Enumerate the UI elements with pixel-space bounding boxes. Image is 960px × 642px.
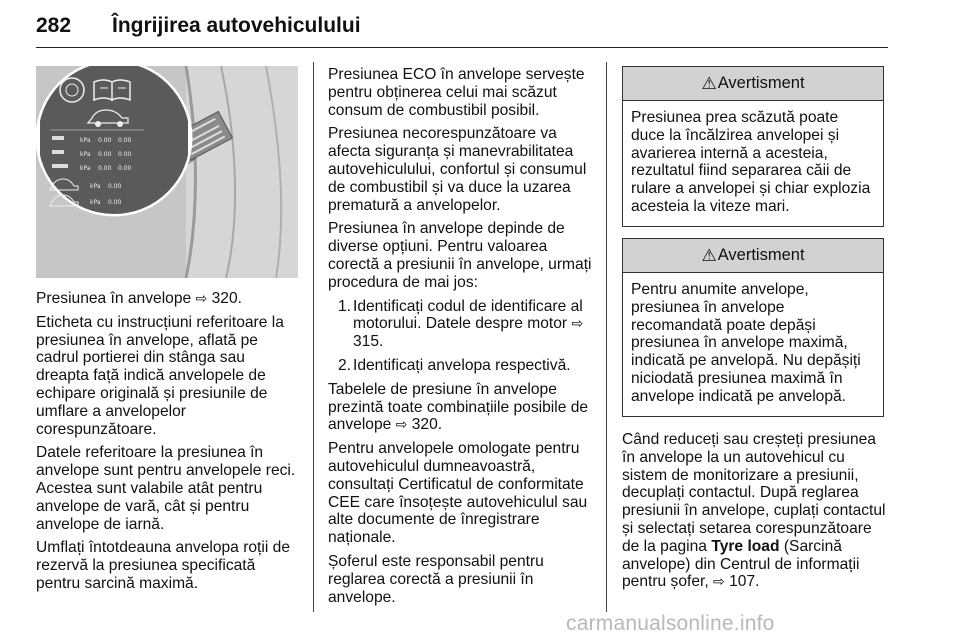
paragraph: Umflați întotdeauna anvelopa roții de rezervă la presiunea specificată pentru sarcină maximă. <box>36 539 290 592</box>
svg-text:kPa: kPa <box>90 199 101 206</box>
reference-arrow-icon: ⇨ <box>571 315 584 332</box>
procedure-list <box>328 298 592 375</box>
paragraph-text: (Sarcină anvelope) din Centrul de informații pentru șofer, <box>622 537 860 591</box>
paragraph: Datele referitoare la presiunea în anvelope sunt pentru anvelopele reci. Acestea sunt valabile atât pentru anvelope de vară, cât și pentru anvelope de iarnă. <box>36 444 296 533</box>
paragraph: Eticheta cu instrucțiuni referitoare la presiunea în anvelope, aflată pe cadrul portierei din stânga sau dreapta față indică anvelopele de echipare originală și presiunile de umflare a anvelopelor corespunzătoare. <box>36 313 284 438</box>
warning-title: Avertisment <box>717 246 805 264</box>
svg-text:0.00: 0.00 <box>108 183 122 190</box>
tyre-pressure-label-figure <box>36 66 298 278</box>
svg-text:kPa: kPa <box>80 137 91 144</box>
step-text <box>353 298 592 351</box>
reference-arrow-icon: ⇨ <box>713 573 725 590</box>
warning-triangle-icon: ⚠ <box>701 245 717 265</box>
figure-caption <box>36 290 302 308</box>
paragraph: Presiunea ECO în anvelope servește pentru obținerea celui mai scăzut consum de combustibil posibil. <box>328 66 585 119</box>
step-label: Identificați codul de identificare al motorului. Datele despre motor <box>353 297 583 333</box>
step-number: 2. <box>338 356 352 374</box>
warning-box <box>622 238 884 417</box>
caption-reference[interactable]: 320. <box>211 290 242 307</box>
column-3-text <box>622 431 888 597</box>
svg-text:kPa: kPa <box>90 183 101 190</box>
paragraph <box>328 381 592 434</box>
svg-text:kPa: kPa <box>80 165 91 172</box>
watermark: carmanualsonline.info <box>566 612 775 635</box>
paragraph: Presiunea în anvelope depinde de diverse opțiuni. Pentru valoarea corectă a presiunii în anvelope, urmați procedura de mai jos: <box>328 220 592 291</box>
warning-body: Pentru anumite anvelope, presiunea în anvelope recomandată poate depăși presiunea în anvelope maximă, indicată pe anvelopă. Nu depășiți niciodată presiunea maximă în anvelope indicată pe anvelopă. <box>631 281 861 405</box>
warning-header <box>623 67 883 101</box>
svg-text:0.00: 0.00 <box>108 199 122 206</box>
paragraph-reference[interactable]: 320. <box>411 416 443 434</box>
step-text: Identificați anvelopa respectivă. <box>353 356 571 374</box>
reference-arrow-icon: ⇨ <box>395 416 408 433</box>
step-number: 1. <box>338 297 352 315</box>
paragraph: Pentru anvelopele omologate pentru autovehiculul dumneavoastră, consultați Certificatul de conformitate CEE care însoțește autovehiculul sau alte documente de înregistrare naționale. <box>328 440 588 547</box>
warning-title: Avertisment <box>717 74 805 92</box>
warning-box <box>622 66 884 227</box>
svg-text:0.00: 0.00 <box>98 151 112 158</box>
warning-triangle-icon: ⚠ <box>701 73 717 93</box>
column-divider <box>606 62 607 612</box>
paragraph-text: Când reduceți sau creșteți presiunea în anvelope la un autovehicul cu sistem de monitorizare a presiunii, decuplați contactul. După reglarea presiunii în anvelope, cuplați contactul și selectați setarea corespunzătoare de la pagina <box>622 431 886 555</box>
paragraph: Presiunea necorespunzătoare va afecta siguranța și manevrabilitatea autovehiculului, confortul și consumul de combustibil și va duce la uzarea prematură a anvelopelor. <box>328 125 587 214</box>
paragraph: Șoferul este responsabil pentru reglarea corectă a presiunii în anvelope. <box>328 552 544 606</box>
page-title: Îngrijirea autovehiculului <box>112 14 361 37</box>
paragraph <box>622 431 888 591</box>
page-number: 282 <box>36 14 72 37</box>
page-header <box>36 6 888 48</box>
column-2 <box>328 66 592 612</box>
svg-text:0.00: 0.00 <box>98 137 112 144</box>
svg-text:0.00: 0.00 <box>118 151 132 158</box>
list-item <box>328 298 592 351</box>
warning-header <box>623 239 883 273</box>
svg-text:kPa: kPa <box>80 151 91 158</box>
step-reference[interactable]: 315. <box>353 333 384 351</box>
paragraph-reference[interactable]: 107. <box>729 573 760 591</box>
column-divider <box>313 62 314 612</box>
paragraph-text: Tabelele de presiune în anvelope prezintă toate combinațiile posibile de anvelope <box>328 380 589 434</box>
reference-arrow-icon: ⇨ <box>195 290 208 306</box>
column-1 <box>36 290 302 599</box>
caption-text: Presiunea în anvelope <box>36 290 192 307</box>
svg-text:0.00: 0.00 <box>98 165 112 172</box>
warning-body: Presiunea prea scăzută poate duce la încălzirea anvelopei și avarierea internă a acesteia, rezultatul fiind separarea căii de rulare a anvelopei și chiar explozia acesteia la viteze mari. <box>631 109 871 215</box>
tyre-load-term: Tyre load <box>711 537 780 555</box>
svg-text:0.00: 0.00 <box>118 137 132 144</box>
tyre-pressure-label-illustration <box>36 66 298 278</box>
svg-text:0.00: 0.00 <box>118 165 132 172</box>
list-item <box>328 357 592 375</box>
